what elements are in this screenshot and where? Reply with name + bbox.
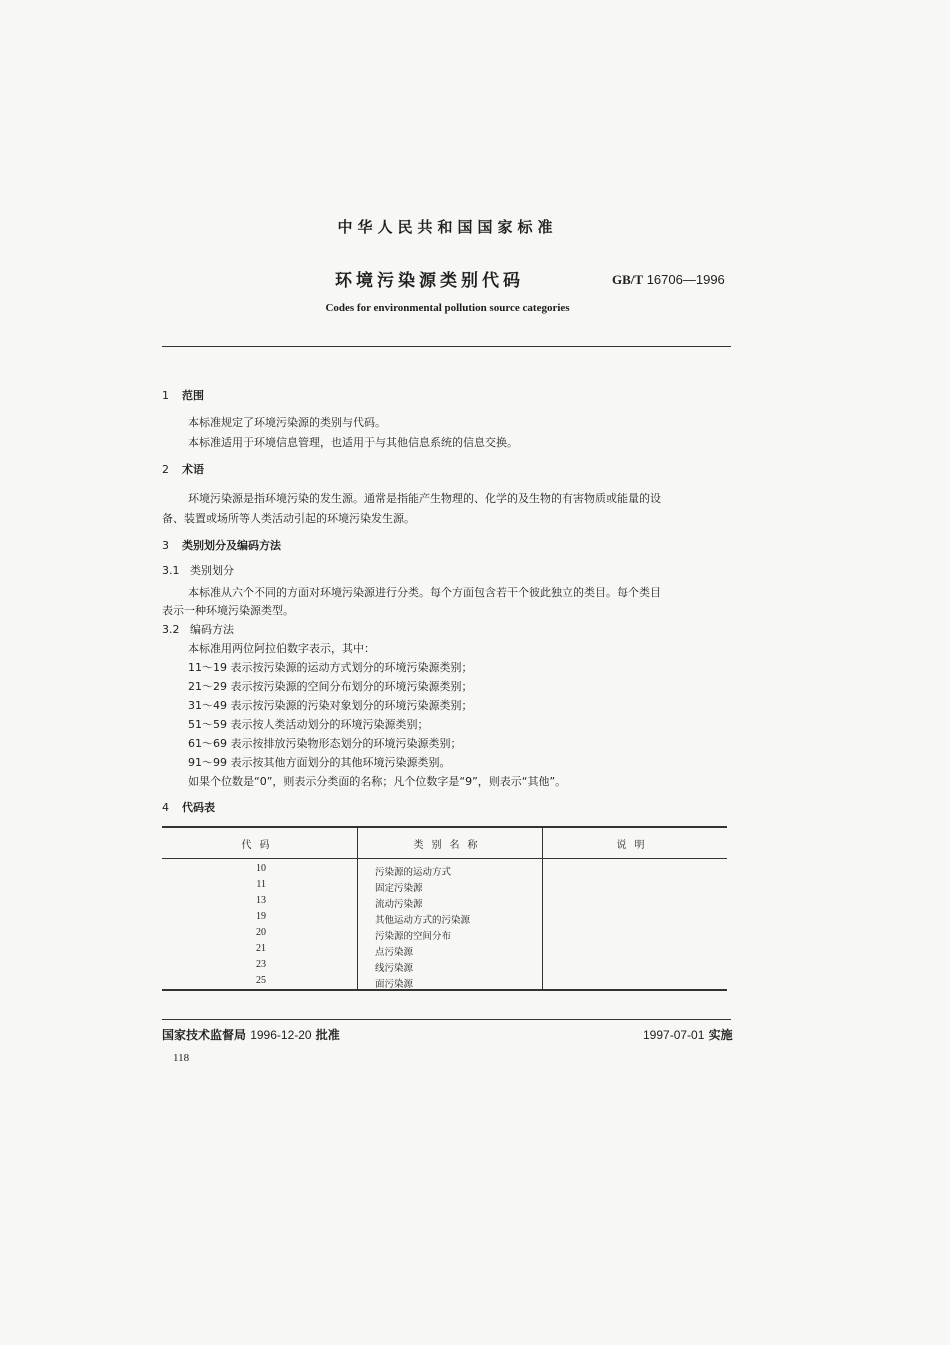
section-1-heading: 1 范围 <box>162 389 204 402</box>
table-cell-name: 点污染源 <box>375 947 414 958</box>
section-3-1-heading: 3.1 类别划分 <box>162 564 234 577</box>
coding-line-2: 11～19 表示按污染源的运动方式划分的环境污染源类别； <box>188 661 473 674</box>
standard-title: 环境污染源类别代码 <box>335 271 524 291</box>
table-cell-code: 21 <box>256 943 266 954</box>
section-4-heading: 4 代码表 <box>162 801 215 814</box>
table-cell-name: 流动污染源 <box>375 899 423 910</box>
table-cell-code: 23 <box>256 959 266 970</box>
table-cell-name: 固定污染源 <box>375 883 423 894</box>
table-cell-code: 25 <box>256 975 266 986</box>
coding-line-5: 51～59 表示按人类活动划分的环境污染源类别； <box>188 718 429 731</box>
table-cell-name: 其他运动方式的污染源 <box>375 915 471 926</box>
section-2-para-line-2: 备、装置或场所等人类活动引起的环境污染发生源。 <box>162 512 415 525</box>
section-3-1-para-line-2: 表示一种环境污染源类型。 <box>162 604 294 617</box>
coding-line-4: 31～49 表示按污染源的污染对象划分的环境污染源类别； <box>188 699 473 712</box>
coding-line-7: 91～99 表示按其他方面划分的其他环境污染源类别。 <box>188 756 451 769</box>
section-2-heading: 2 术语 <box>162 463 204 476</box>
standard-number <box>612 272 725 288</box>
section-1-para-2: 本标准适用于环境信息管理，也适用于与其他信息系统的信息交换。 <box>188 436 518 449</box>
effective-date: 1997-07-01 <box>643 1028 705 1042</box>
table-top-rule <box>162 826 727 828</box>
approval-line: 国家技术监督局 1996-12-20 批准 <box>162 1028 340 1042</box>
section-3-2-heading: 3.2 编码方法 <box>162 623 234 636</box>
header-rule <box>162 346 731 347</box>
table-header-code: 代码 <box>241 840 278 851</box>
coding-line-3: 21～29 表示按污染源的空间分布划分的环境污染源类别； <box>188 680 473 693</box>
section-2-para-line-1: 环境污染源是指环境污染的发生源。通常是指能产生物理的、化学的及生物的有害物质或能量的设 <box>188 492 661 505</box>
table-cell-code: 19 <box>256 911 266 922</box>
coding-line-1: 本标准用两位阿拉伯数字表示，其中： <box>188 642 375 655</box>
table-cell-name: 线污染源 <box>375 963 414 974</box>
coding-line-6: 61～69 表示按排放污染物形态划分的环境污染源类别； <box>188 737 462 750</box>
page-number: 118 <box>173 1052 190 1064</box>
table-header-rule <box>162 858 727 859</box>
table-cell-name: 面污染源 <box>375 979 414 990</box>
table-cell-code: 13 <box>256 895 266 906</box>
table-header-remarks: 说明 <box>616 840 653 851</box>
english-title: Codes for environmental pollution source categories <box>325 302 570 314</box>
table-col-divider-2 <box>542 827 543 990</box>
table-cell-code: 20 <box>256 927 266 938</box>
section-3-1-para-line-1: 本标准从六个不同的方面对环境污染源进行分类。每个方面包含若干个彼此独立的类目。每个类目 <box>188 586 661 599</box>
section-1-para-1: 本标准规定了环境污染源的类别与代码。 <box>188 416 386 429</box>
table-cell-name: 污染源的运动方式 <box>375 867 452 878</box>
national-standard-heading: 中华人民共和国国家标准 <box>337 218 558 236</box>
table-bottom-rule <box>162 989 727 991</box>
table-cell-code: 10 <box>256 863 266 874</box>
effective-line: 1997-07-01 实施 <box>643 1028 733 1042</box>
standard-prefix: GB/T <box>612 272 644 287</box>
footer-rule <box>162 1019 731 1020</box>
coding-line-8: 如果个位数是“0”，则表示分类面的名称；凡个位数字是“9”，则表示“其他”。 <box>188 775 567 788</box>
table-cell-code: 11 <box>256 879 266 890</box>
table-col-divider-1 <box>357 827 358 990</box>
table-header-category-name: 类别名称 <box>413 840 486 851</box>
section-3-heading: 3 类别划分及编码方法 <box>162 539 281 552</box>
table-cell-name: 污染源的空间分布 <box>375 931 452 942</box>
standard-number-value: 16706—1996 <box>646 272 725 287</box>
approval-date: 1996-12-20 <box>250 1028 312 1042</box>
